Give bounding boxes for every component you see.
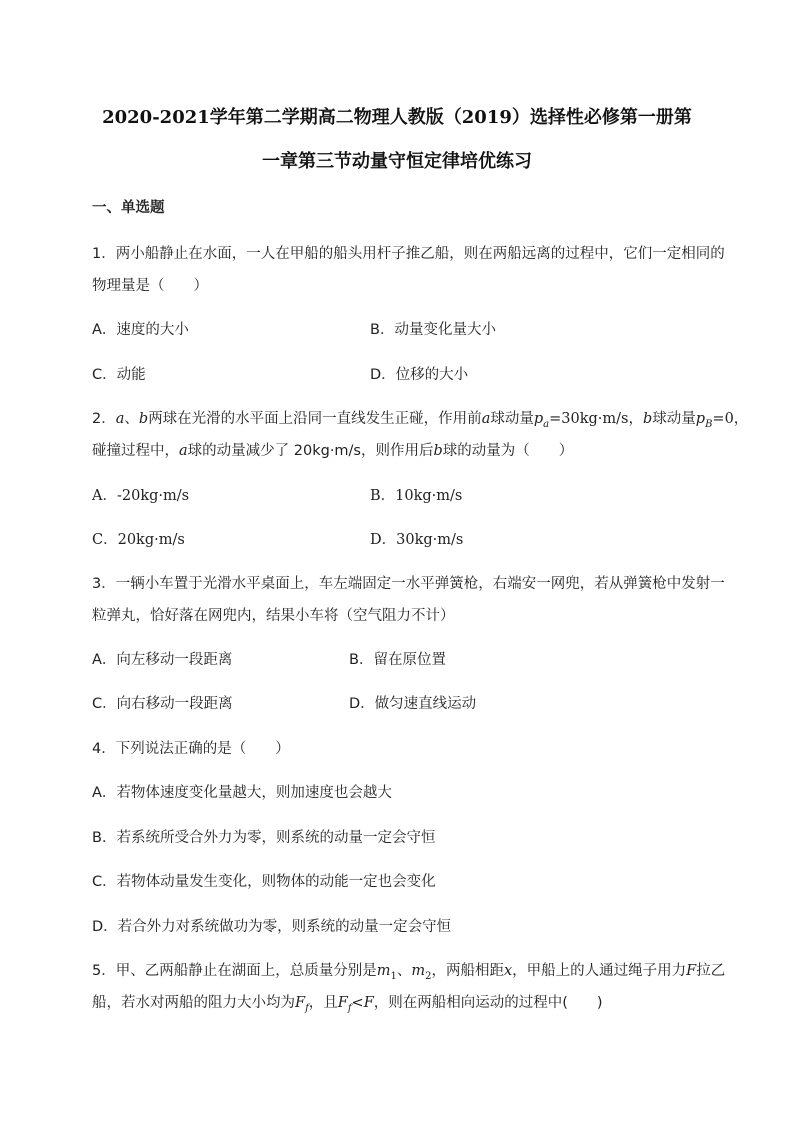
q2-sub-b: B: [705, 418, 713, 430]
q5-stem-line-1: [92, 959, 725, 982]
q2-text: 、: [124, 411, 139, 427]
title-line-1: 2020-2021学年第二学期高二物理人教版（2019）选择性必修第一册第: [102, 107, 692, 128]
q2-sub-a: a: [543, 418, 550, 430]
q2-text: 球动量: [652, 411, 696, 427]
q4-stem: 4．下列说法正确的是（ ）: [92, 741, 290, 757]
q2-text: 球的动量为（ ）: [442, 443, 574, 459]
q2-var-b: b: [433, 443, 443, 459]
q2-var-b: b: [642, 411, 653, 427]
q4-option-d: D．若合外力对系统做功为零，则系统的动量一定会守恒: [92, 919, 452, 935]
q5-text: 5．甲、乙两船静止在湖面上，总质量分别是: [92, 963, 377, 979]
q2-option-c: C．20kg·m/s: [92, 532, 185, 548]
q1-option-a: A．速度的大小: [92, 322, 189, 338]
q2-var-pa: p: [533, 411, 544, 427]
q2-text: =0，: [712, 411, 749, 427]
q1-option-b: B．动量变化量大小: [370, 322, 496, 338]
q2-text: 球的动量减少了 20kg·m/s，则作用后: [187, 443, 434, 459]
q2-text: 2．: [92, 411, 116, 427]
q4-option-b: B．若系统所受合外力为零，则系统的动量一定会守恒: [92, 830, 436, 846]
section-heading: 一、单选题: [92, 200, 165, 216]
q2-var-a: a: [179, 443, 188, 459]
q5-var-f: F: [686, 963, 697, 979]
q2-var-b: b: [138, 411, 149, 427]
title-line-2: 一章第三节动量守恒定律培优练习: [262, 151, 532, 172]
q5-sub-f: f: [305, 1002, 309, 1014]
q4-option-a: A．若物体速度变化量越大，则加速度也会越大: [92, 785, 392, 801]
q2-var-a: a: [115, 411, 125, 427]
q1-option-c: C．动能: [92, 367, 146, 383]
q5-text: 拉乙: [696, 963, 726, 979]
q2-text: =30kg·m/s，: [549, 411, 643, 427]
q5-text: ，且: [308, 995, 338, 1011]
q3-option-c: C．向右移动一段距离: [92, 696, 233, 712]
q3-stem-line-2: 粒弹丸，恰好落在网兜内，结果小车将（空气阻力不计）: [92, 608, 455, 624]
q2-option-d: D．30kg·m/s: [370, 532, 464, 548]
q1-stem-line-2: 物理量是（ ）: [92, 278, 208, 294]
q2-stem-line-2: [92, 439, 573, 460]
q4-option-c: C．若物体动量发生变化，则物体的动能一定也会变化: [92, 874, 436, 890]
q1-stem-line-1: 1．两小船静止在水面，一人在甲船的船头用杆子推乙船，则在两船远离的过程中，它们一定相同的: [92, 246, 725, 262]
q5-sub-1: 1: [390, 970, 397, 982]
q5-text: 船，若水对两船的阻力大小均为: [92, 995, 295, 1011]
q5-var-ff: F: [295, 995, 306, 1011]
q5-text: ，甲船上的人通过绳子用力: [512, 963, 687, 979]
q5-text: 、: [396, 963, 412, 979]
q5-var-m2: m: [411, 963, 426, 979]
q2-option-b: B．10kg·m/s: [370, 488, 463, 504]
q2-text: 两球在光滑的水平面上沿同一直线发生正碰，作用前: [148, 411, 482, 427]
q5-var-x: x: [503, 963, 513, 979]
q2-var-a: a: [481, 411, 491, 427]
q5-var-m1: m: [376, 963, 391, 979]
q3-option-a: A．向左移动一段距离: [92, 652, 233, 668]
q5-var-f: F: [363, 995, 374, 1011]
q5-sub-2: 2: [425, 970, 432, 982]
q3-option-b: B．留在原位置: [349, 652, 446, 668]
q2-option-a: A．-20kg·m/s: [92, 488, 190, 504]
q3-option-d: D．做匀速直线运动: [349, 696, 477, 712]
q2-text: 球动量: [490, 411, 534, 427]
q3-stem-line-1: 3．一辆小车置于光滑水平桌面上，车左端固定一水平弹簧枪，右端安一网兜，若从弹簧枪中发射一: [92, 576, 725, 592]
q2-var-pb: p: [695, 411, 706, 427]
q2-text: 碰撞过程中，: [92, 443, 179, 459]
q1-option-d: D．位移的大小: [370, 367, 469, 383]
q5-text: ，则在两船相向运动的过程中( ): [373, 995, 603, 1011]
q5-text: ，两船相距: [431, 963, 504, 979]
q5-var-ff: F: [337, 995, 348, 1011]
q5-text: <: [351, 995, 364, 1011]
q5-sub-f: f: [347, 1002, 352, 1014]
q5-stem-line-2: [92, 991, 603, 1014]
q2-stem-line-1: [92, 407, 748, 430]
